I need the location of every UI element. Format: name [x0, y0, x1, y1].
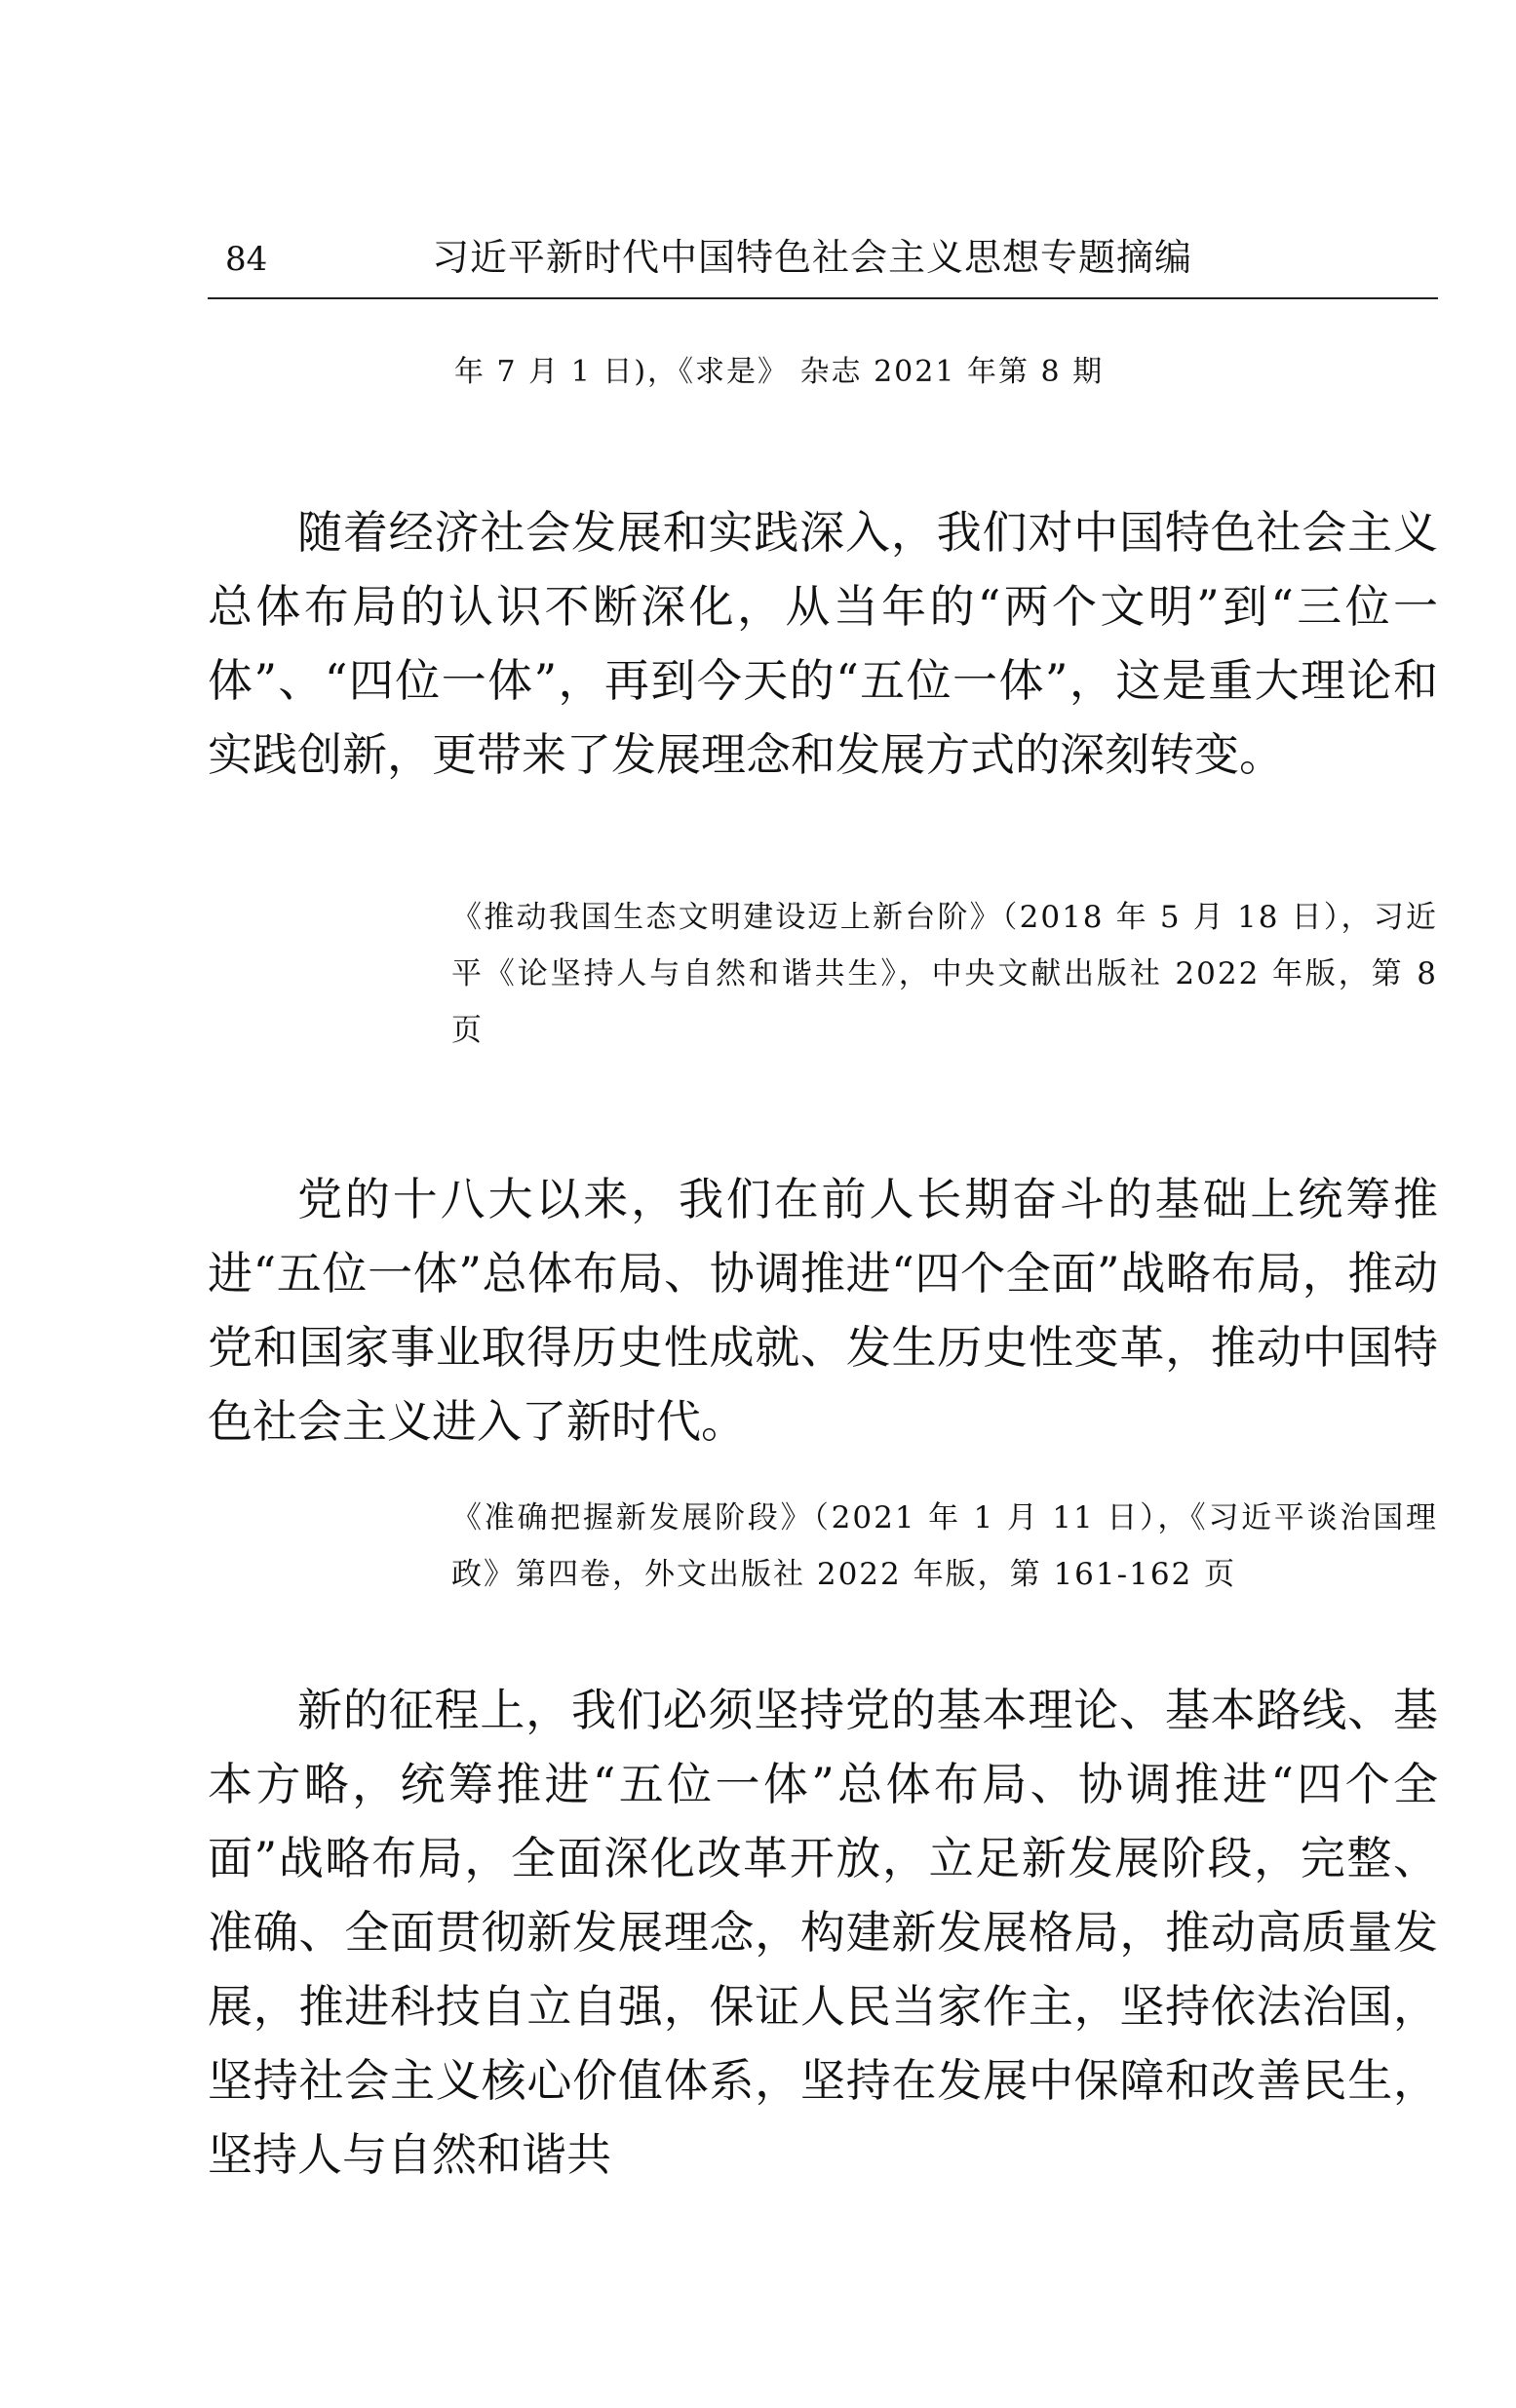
quote-paragraph: 随着经济社会发展和实践深入，我们对中国特色社会主义总体布局的认识不断深化，从当年的“两个文明”到“三位一体”、“四位一体”，再到今天的“五位一体”，这是重大理论和实践创新，更带来了发展理念和发展方式的深刻转变。 — [208, 506, 1438, 781]
quote-paragraph: 新的征程上，我们必须坚持党的基本理论、基本路线、基本方略，统筹推进“五位一体”总体布局、协调推进“四个全面”战略布局，全面深化改革开放，立足新发展阶段，完整、准确、全面贯彻新发展理念，构建新发展格局，推动高质量发展，推进科技自立自强，保证人民当家作主，坚持依法治国，坚持社会主义核心价值体系，坚持在发展中保障和改善民生，坚持人与自然和谐共 — [208, 1684, 1438, 2181]
running-title: 习近平新时代中国特色社会主义思想专题摘编 — [432, 236, 1193, 279]
page-number: 84 — [225, 240, 268, 279]
page-header — [208, 232, 1438, 302]
quote-paragraph: 党的十八大以来，我们在前人长期奋斗的基础上统筹推进“五位一体”总体布局、协调推进“四个全面”战略布局，推动党和国家事业取得历史性成就、发生历史性变革，推动中国特色社会主义进入了新时代。 — [208, 1173, 1438, 1448]
header-rule — [208, 297, 1438, 299]
quote-source: 《推动我国生态文明建设迈上新台阶》（2018 年 5 月 18 日），习近平《论坚持人与自然和谐共生》，中央文献出版社 2022 年版，第 8 页 — [451, 900, 1438, 1048]
quote-source: 《准确把握新发展阶段》（2021 年 1 月 11 日），《习近平谈治国理政》第四卷，外文出版社 2022 年版，第 161-162 页 — [451, 1500, 1438, 1592]
citation-continuation: 年 7 月 1 日)，《求是》 杂志 2021 年第 8 期 — [454, 355, 1105, 389]
